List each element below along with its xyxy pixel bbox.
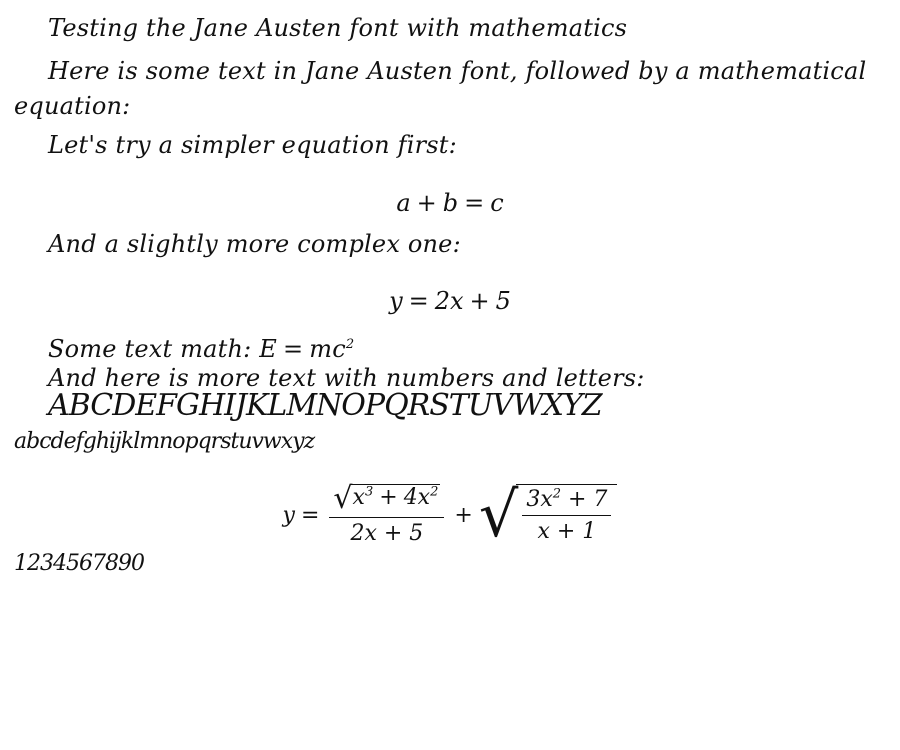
fraction-left	[329, 481, 444, 546]
emc-mc: mc	[309, 335, 346, 363]
eq-op-plus: +	[416, 189, 437, 217]
eq-term-2x: 2x	[434, 287, 464, 315]
term-3x: 3x	[526, 487, 553, 512]
digits-line: 1234567890	[14, 551, 144, 576]
paragraph-line-1: Here is some text in Jane Austen font, followed by a mathematical	[48, 57, 867, 85]
fraction-right-numerator	[522, 487, 611, 516]
eq-var-b: b	[442, 189, 459, 217]
term-4x: 4x	[403, 485, 431, 510]
text-math-line	[48, 335, 354, 363]
eq-op-equals: =	[464, 189, 485, 217]
lowercase-alphabet: abcdefghijklmnopqrstuvwxyz	[14, 429, 315, 454]
eq-const: 5	[495, 287, 511, 315]
emc-E: E	[259, 335, 277, 363]
fraction-left-denominator: 2x + 5	[350, 521, 424, 546]
fraction-right-denominator: x + 1	[537, 519, 597, 544]
fraction-left-numerator	[329, 481, 444, 518]
paragraph-line-2: equation:	[14, 92, 131, 120]
op-plus: +	[379, 485, 398, 510]
term-x: x	[352, 485, 365, 510]
fraction-right	[522, 487, 611, 544]
uppercase-alphabet: ABCDEFGHIJKLMNOPQRSTUVWXYZ	[48, 388, 602, 423]
equation-simple	[0, 189, 900, 217]
eq-var-y: y	[389, 287, 403, 315]
eq-var-y: y	[282, 502, 295, 528]
emc-exponent: 2	[345, 337, 355, 352]
radical-sign: √	[333, 481, 353, 516]
simpler-intro: Let's try a simpler equation first:	[48, 131, 457, 159]
eq-op-equals: =	[300, 502, 320, 528]
eq-op-equals: =	[408, 287, 429, 315]
eq-var-c: c	[490, 189, 504, 217]
emc-equals: =	[282, 335, 304, 363]
eq-op-plus: +	[454, 502, 473, 528]
term-3x-exponent: 2	[552, 486, 562, 502]
eq-var-a: a	[396, 189, 411, 217]
sqrt-fraction-right	[478, 478, 618, 551]
term-x-exponent: 3	[364, 484, 374, 500]
eq-op-plus: +	[469, 287, 490, 315]
equation-linear	[0, 287, 900, 315]
term-plus-7: + 7	[561, 487, 608, 512]
sqrt-numerator	[333, 481, 440, 516]
sqrt-radicand	[351, 484, 441, 514]
numbers-intro: And here is more text with numbers and letters:	[48, 364, 645, 392]
complex-intro: And a slightly more complex one:	[48, 230, 461, 258]
term-4x-exponent: 2	[430, 484, 439, 500]
sqrt-right-radicand	[516, 484, 617, 546]
equation-complex	[0, 480, 900, 550]
radical-sign-large: √	[478, 478, 519, 551]
text-math-label: Some text math:	[48, 335, 252, 363]
heading-line: Testing the Jane Austen font with mathematics	[48, 14, 628, 42]
